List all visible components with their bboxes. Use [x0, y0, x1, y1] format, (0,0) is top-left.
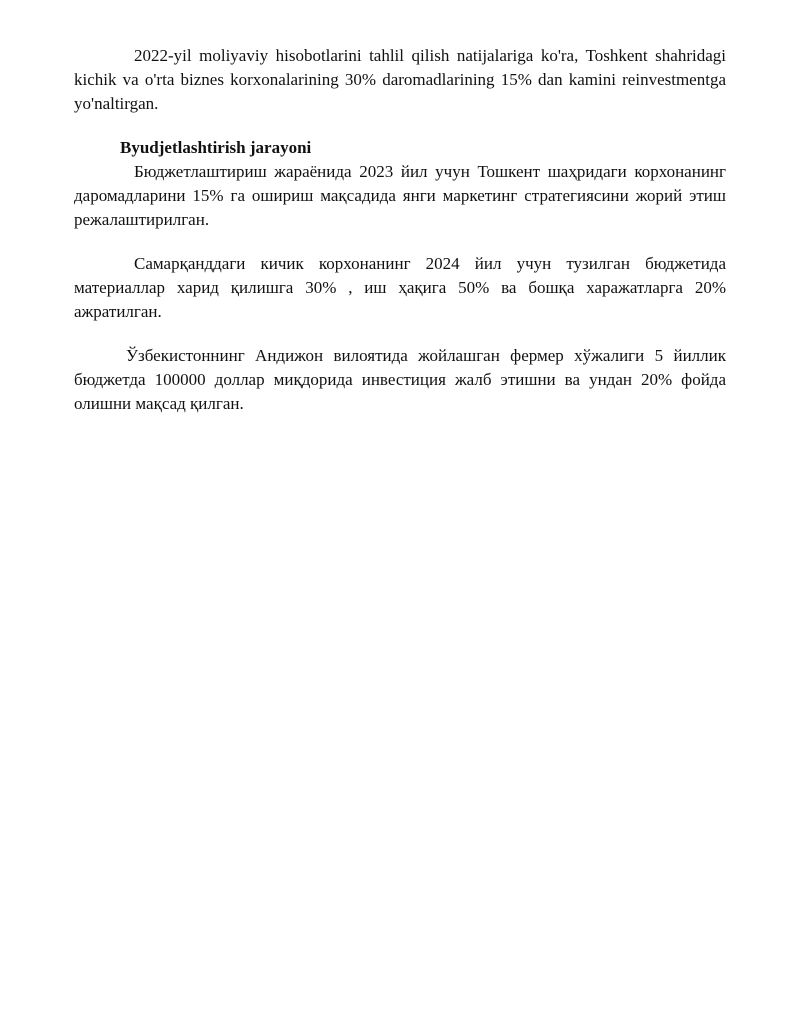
section-heading-budgeting: Byudjetlashtirish jarayoni: [120, 138, 312, 157]
document-body: [74, 44, 726, 416]
paragraph-andijan-farm: Ўзбекистоннинг Андижон вилоятида жойлашган фермер хўжалиги 5 йиллик бюджетда 100000 доллар миқдорида инвестиция жалб этишни ва ундан 20% фойда олишни мақсад қилган.: [74, 346, 726, 413]
paragraph-reinvestment: 2022-yil moliyaviy hisobotlarini tahlil qilish natijalariga ko'ra, Toshkent shahridagi kichik va o'rta biznes korxonalarining 30% daromadlarining 15% dan kamini reinvestmentga yo'naltirgan.: [74, 46, 726, 113]
paragraph-samarkand-budget: Самарқанддаги кичик корхонанинг 2024 йил учун тузилган бюджетида материаллар харид қилишга 30% , иш ҳақига 50% ва бошқа харажатларга 20% ажратилган.: [74, 254, 726, 321]
paragraph-marketing-strategy: Бюджетлаштириш жараёнида 2023 йил учун Тошкент шаҳридаги корхонанинг даромадларини 15% га ошириш мақсадида янги маркетинг стратегиясини жорий этиш режалаштирилган.: [74, 162, 726, 229]
